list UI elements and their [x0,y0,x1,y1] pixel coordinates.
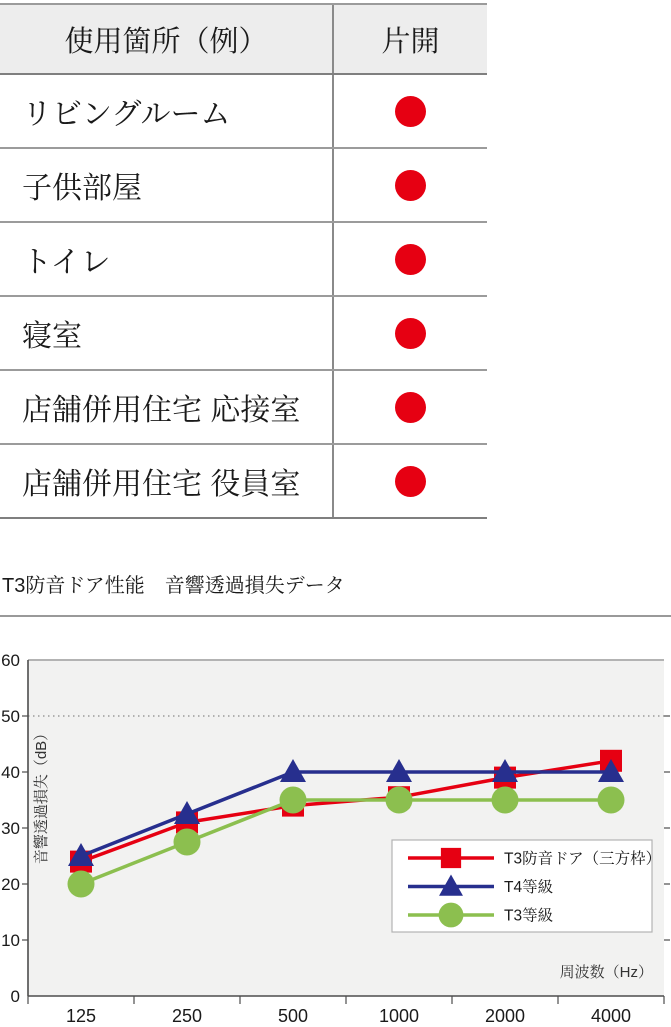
red-circle-icon [395,392,426,423]
x-axis-title: 周波数（Hz） [559,964,653,981]
red-circle-icon [395,318,426,349]
red-circle-icon [395,96,426,127]
circle-marker-icon [439,903,464,928]
legend-label: T3等級 [504,907,554,925]
red-circle-icon [395,170,426,201]
y-axis-tick-label: 0 [10,987,20,1006]
x-axis-tick-label: 2000 [484,1006,526,1026]
row-mark [334,223,487,295]
row-label: リビングルーム [0,75,334,147]
circle-marker-icon [492,787,519,814]
plot-area [28,660,664,996]
row-mark [334,75,487,147]
square-marker-icon [441,848,461,868]
legend [392,840,661,932]
table-row [0,223,487,297]
line-chart-svg [0,617,671,1027]
x-axis-tick-label: 1000 [378,1006,420,1026]
y-axis-tick-label: 10 [1,931,20,950]
circle-marker-icon [280,787,307,814]
row-label: トイレ [0,223,334,295]
y-axis-tick-label: 60 [1,651,20,670]
row-mark [334,149,487,221]
x-axis-tick-label: 250 [171,1006,203,1026]
header-single-swing: 片開 [381,25,440,58]
red-circle-icon [395,466,426,497]
y-axis-tick-label: 30 [1,819,20,838]
y-axis-tick-label: 40 [1,763,20,782]
row-mark [334,445,487,517]
circle-marker-icon [174,829,201,856]
y-axis-tick-label: 20 [1,875,20,894]
circle-marker-icon [68,871,95,898]
row-label: 寝室 [0,297,334,369]
y-axis-title: 音響透過損失（dB） [33,725,50,865]
row-mark [334,371,487,443]
table-row [0,371,487,445]
sound-loss-chart [0,617,671,1027]
table-row [0,445,487,519]
usage-table [0,3,487,519]
row-label: 店舗併用住宅 役員室 [0,445,334,517]
usage-table-header [0,3,487,75]
row-mark [334,297,487,369]
table-row [0,297,487,371]
x-axis-tick-label: 4000 [590,1006,632,1026]
x-axis-tick-label: 500 [277,1006,309,1026]
row-label: 店舗併用住宅 応接室 [0,371,334,443]
table-row [0,75,487,149]
table-row [0,149,487,223]
legend-label: T4等級 [504,879,554,896]
section-title: T3防音ドア性能 音響透過損失データ [0,569,671,617]
circle-marker-icon [386,787,413,814]
header-usage-location: 使用箇所（例） [0,5,334,73]
red-circle-icon [395,244,426,275]
x-axis-tick-label: 125 [65,1006,97,1026]
y-axis-tick-label: 50 [1,707,20,726]
row-label: 子供部屋 [0,149,334,221]
legend-label: T3防音ドア（三方枠） [504,850,662,868]
circle-marker-icon [598,787,625,814]
